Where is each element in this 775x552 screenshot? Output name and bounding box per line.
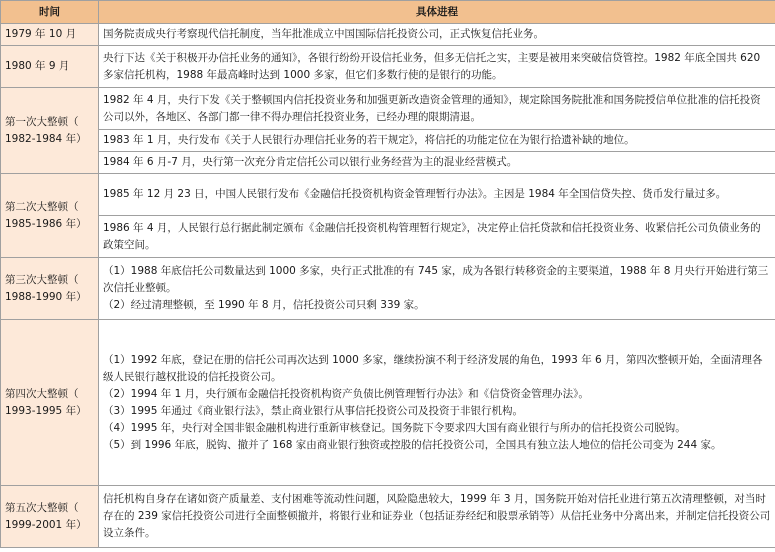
table-row (1, 258, 775, 320)
table-row (1, 216, 775, 258)
content-cell (99, 320, 775, 486)
period-cell: 第一次大整顿（ 1982-1984 年） (1, 88, 99, 174)
header-time: 时间 (1, 1, 99, 24)
table-row (1, 320, 775, 486)
content-cell (99, 486, 775, 548)
table-row (1, 24, 775, 46)
content-paragraph: （1）1988 年底信托公司数量达到 1000 多家，央行正式批准的有 745 家，成为各银行转移资金的主要渠道，1988 年 8 月央行开始进行第三次信托业整顿。 (103, 265, 769, 294)
period-cell: 第四次大整顿（ 1993-1995 年） (1, 320, 99, 486)
table-row (1, 46, 775, 88)
content-paragraph: 信托机构自身存在诸如资产质量差、支付困难等流动性问题，风险隐患较大，1999 年 3 月，国务院开始对信托业进行第五次清理整顿，对当时存在的 239 家信托投资公司进行全面整顿撤并，将银行业和证券业（包括证券经纪和股票承销等）从信托业务中分离出来，并制定信托投资公司设立条件。 (103, 493, 771, 539)
content-cell: 1983 年 1 月，央行发布《关于人民银行办理信托业务的若干规定》，将信托的功能定位在为银行拾遗补缺的地位。 (99, 130, 775, 152)
table-row (1, 152, 775, 174)
content-cell: 1982 年 4 月，央行下发《关于整顿国内信托投资业务和加强更新改造资金管理的通知》，规定除国务院批准和国务院授信单位批准的信托投资公司以外，各地区、各部门都一律不得办理信托投资业务，已经办理的限期清退。 (99, 88, 775, 130)
content-cell (99, 258, 775, 320)
table-row (1, 88, 775, 130)
table-row (1, 130, 775, 152)
header-process: 具体进程 (99, 1, 775, 24)
period-cell: 1980 年 9 月 (1, 46, 99, 88)
period-cell: 第五次大整顿（ 1999-2001 年） (1, 486, 99, 548)
content-paragraph: （2）1994 年 1 月，央行颁布金融信托投资机构资产负债比例管理暂行办法》和《信贷资金管理办法》。 (103, 387, 589, 400)
content-cell: 央行下达《关于积极开办信托业务的通知》，各银行纷纷开设信托业务，但多无信托之实，主要是被用来突破信贷管控。1982 年底全国共 620 多家信托机构，1988 年最高峰时达到 1000 多家，但它们多数行使的是银行的功能。 (99, 46, 775, 88)
table-row (1, 486, 775, 548)
period-cell: 1979 年 10 月 (1, 24, 99, 46)
content-cell: 1984 年 6 月-7 月，央行第一次充分肯定信托公司以银行业务经营为主的混业经营模式。 (99, 152, 775, 174)
content-paragraph: （2）经过清理整顿，至 1990 年 8 月，信托投资公司只剩 339 家。 (103, 299, 425, 311)
table-row (1, 174, 775, 216)
content-paragraph: （1）1992 年底，登记在册的信托公司再次达到 1000 多家，继续扮演不利于经济发展的角色，1993 年 6 月，第四次整顿开始，全面清理各级人民银行越权批设的信托投资公司。 (103, 353, 763, 383)
content-cell: 1985 年 12 月 23 日，中国人民银行发布《金融信托投资机构资金管理暂行办法》。主因是 1984 年全国信贷失控、货币发行量过多。 (99, 174, 775, 216)
period-cell: 第二次大整顿（ 1985-1986 年） (1, 174, 99, 258)
period-cell: 第三次大整顿（ 1988-1990 年） (1, 258, 99, 320)
content-cell: 国务院责成央行考察现代信托制度，当年批准成立中国国际信托投资公司，正式恢复信托业务。 (99, 24, 775, 46)
content-paragraph: （3）1995 年通过《商业银行法》，禁止商业银行从事信托投资公司及投资于非银行机构。 (103, 404, 523, 417)
content-paragraph: （4）1995 年，央行对全国非银金融机构进行重新审核登记。国务院下令要求四大国有商业银行与所办的信托投资公司脱钩。 (103, 421, 686, 434)
content-cell: 1986 年 4 月，人民银行总行据此制定颁布《金融信托投资机构管理暂行规定》，决定停止信托贷款和信托投资业务、收紧信托公司负债业务的政策空间。 (99, 216, 775, 258)
content-paragraph: （5）到 1996 年底，脱钩、撤并了 168 家由商业银行独资或控股的信托投资公司，全国具有独立法人地位的信托公司变为 244 家。 (103, 438, 722, 451)
table-header-row (1, 1, 775, 24)
